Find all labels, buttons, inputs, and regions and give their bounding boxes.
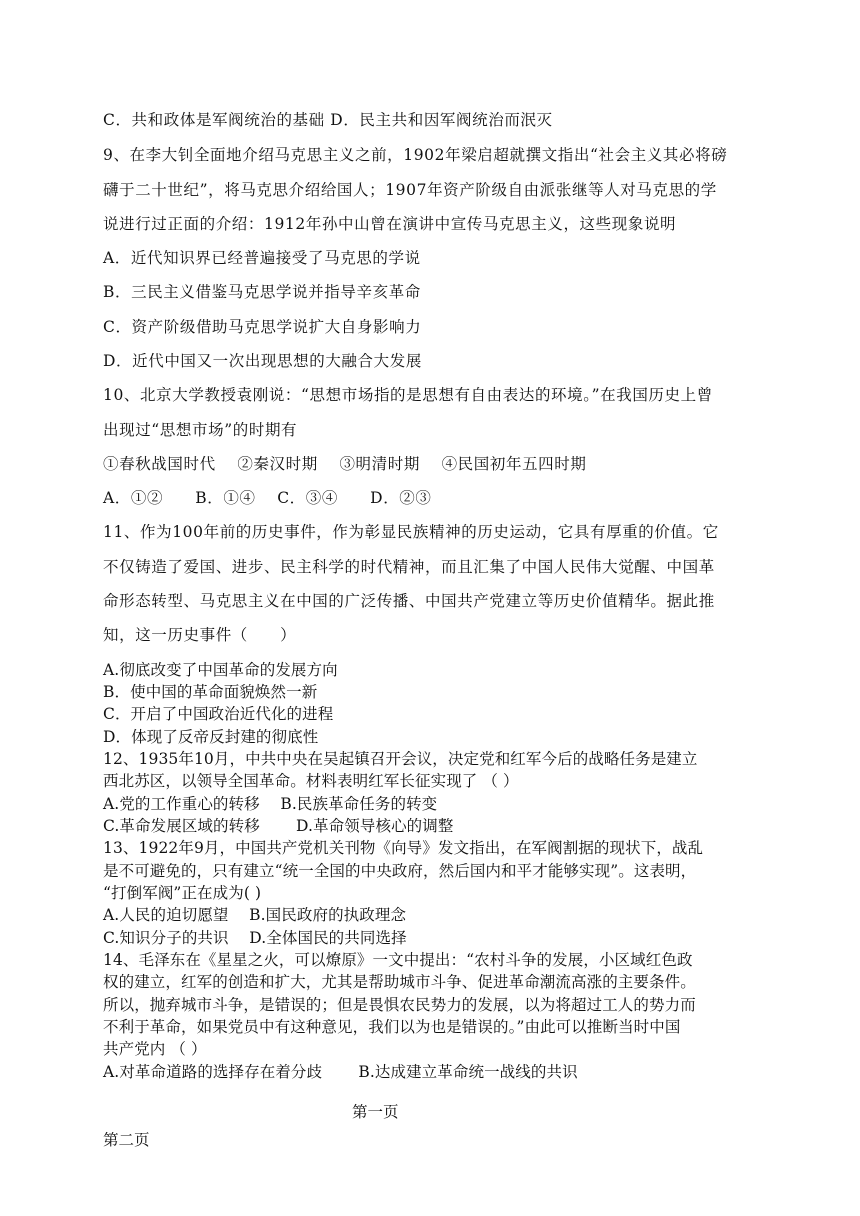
q9-stem-line-2: 礴于二十世纪”，将马克思介绍给国人；1907年资产阶级自由派张继等人对马克思的学 [103, 181, 717, 199]
q12-options-cd: C.革命发展区域的转移 D.革命领导核心的调整 [103, 817, 454, 835]
q13-stem-line-2: 是不可避免的，只有建立“统一全国的中央政府，然后国内和平才能够实现”。这表明， [103, 862, 697, 880]
q11-stem-line-2: 不仅铸造了爱国、进步、民主科学的时代精神，而且汇集了中国人民伟大觉醒、中国革 [103, 558, 715, 576]
page-number-1: 第一页 [352, 1103, 399, 1121]
q10-stem-line-1: 10、北京大学教授袁刚说：“思想市场指的是思想有自由表达的环境。”在我国历史上曾 [103, 386, 713, 404]
q13-stem-line-3: “打倒军阀”正在成为( ) [103, 884, 262, 902]
q11-option-a: A.彻底改变了中国革命的发展方向 [103, 661, 338, 679]
q9-stem-line-1: 9、在李大钊全面地介绍马克思主义之前，1902年梁启超就撰文指出“社会主义其必将磅 [103, 146, 728, 164]
page-number-2: 第二页 [103, 1131, 150, 1149]
q13-options-cd: C.知识分子的共识 D.全体国民的共同选择 [103, 929, 407, 947]
q9-option-c: C．资产阶级借助马克思学说扩大自身影响力 [103, 318, 422, 336]
q11-stem-line-4: 知，这一历史事件（ ） [103, 626, 297, 644]
q14-stem-line-5: 共产党内 （ ） [103, 1040, 207, 1058]
q13-options-ab: A.人民的迫切愿望 B.国民政府的执政理念 [103, 906, 407, 924]
q8-option-c-d: C．共和政体是军阀统治的基础 D．民主共和因军阀统治而泯灭 [103, 111, 553, 129]
q9-stem-line-3: 说进行过正面的介绍：1912年孙中山曾在演讲中宣传马克思主义，这些现象说明 [103, 215, 677, 233]
q13-stem-line-1: 13、1922年9月，中国共产党机关刊物《向导》发文指出，在军阀割据的现状下，战乱 [103, 839, 704, 857]
q11-stem-line-1: 11、作为100年前的历史事件，作为彰显民族精神的历史运动，它具有厚重的价值。它 [103, 523, 719, 541]
q11-option-d: D．体现了反帝反封建的彻底性 [103, 728, 319, 746]
q14-stem-line-3: 所以，抛弃城市斗争，是错误的；但是畏惧农民势力的发展，以为将超过工人的势力而 [103, 996, 696, 1014]
q14-options-ab: A.对革命道路的选择存在着分歧 B.达成建立革命统一战线的共识 [103, 1063, 578, 1081]
q10-items: ①春秋战国时代 ②秦汉时期 ③明清时期 ④民国初年五四时期 [103, 455, 587, 473]
q10-stem-line-2: 出现过“思想市场”的时期有 [103, 421, 298, 439]
q9-option-d: D．近代中国又一次出现思想的大融合大发展 [103, 352, 422, 370]
q12-stem-line-1: 12、1935年10月，中共中央在吴起镇召开会议，决定党和红军今后的战略任务是建立 [103, 750, 698, 768]
q14-stem-line-1: 14、毛泽东在《星星之火，可以燎原》一文中提出：“农村斗争的发展，小区域红色政 [103, 951, 693, 969]
q12-options-ab: A.党的工作重心的转移 B.民族革命任务的转变 [103, 795, 438, 813]
q11-option-c: C．开启了中国政治近代化的进程 [103, 705, 334, 723]
q14-stem-line-2: 权的建立，红军的创造和扩大，尤其是帮助城市斗争、促进革命潮流高涨的主要条件。 [103, 973, 696, 991]
q11-option-b: B．使中国的革命面貌焕然一新 [103, 683, 318, 701]
q9-option-a: A．近代知识界已经普遍接受了马克思的学说 [103, 249, 421, 267]
q9-option-b: B．三民主义借鉴马克思学说并指导辛亥革命 [103, 283, 421, 301]
q12-stem-line-2: 西北苏区，以领导全国革命。材料表明红军长征实现了 （ ） [103, 772, 519, 790]
q11-stem-line-3: 命形态转型、马克思主义在中国的广泛传播、中国共产党建立等历史价值精华。据此推 [103, 592, 715, 610]
q10-options: A．①② B．①④ C．③④ D．②③ [103, 489, 432, 507]
q14-stem-line-4: 不利于革命，如果党员中有这种意见，我们以为也是错误的。”由此可以推断当时中国 [103, 1018, 681, 1036]
